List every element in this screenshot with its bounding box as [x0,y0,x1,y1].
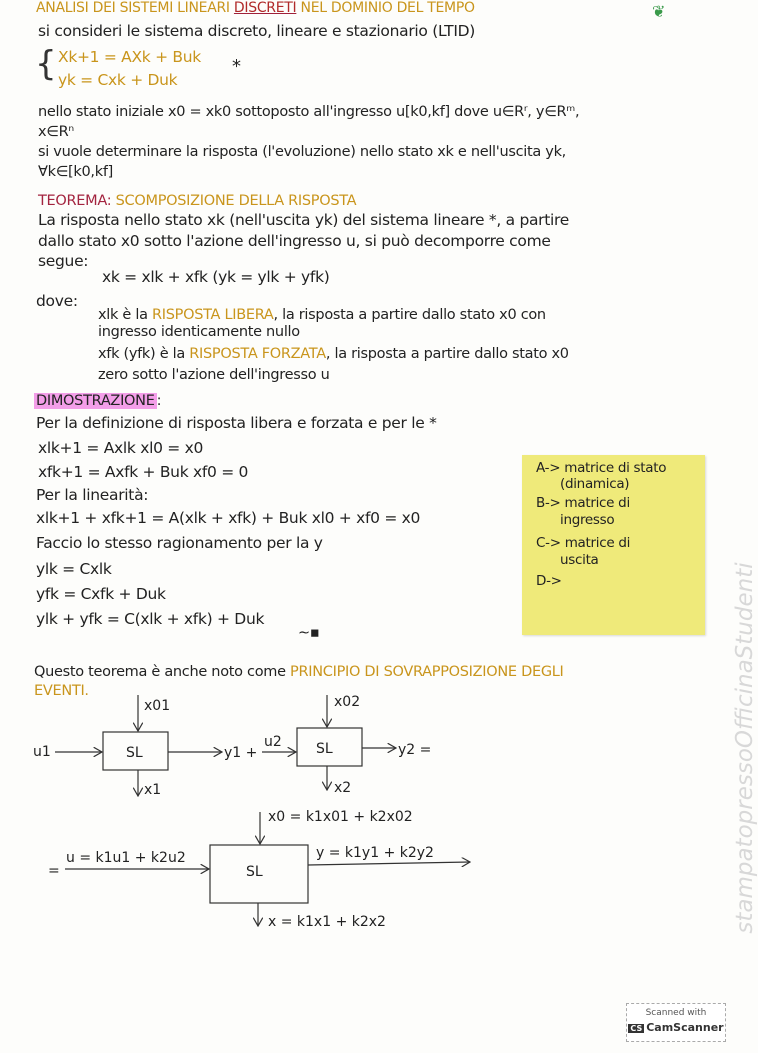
u1-label: u1 [33,744,51,760]
block-label: SL [316,741,333,757]
star-mark: * [232,56,241,77]
superposition-term: PRINCIPIO DI SOVRAPPOSIZIONE DEGLI [290,664,564,680]
combined-x0-label: x0 = k1x01 + k2x02 [268,809,413,825]
proof-end-mark: ∼▪ [298,625,320,641]
proof-colon: : [156,393,162,409]
superposition-line [34,664,564,680]
x01-label: x01 [144,698,171,714]
title-part2: NEL DOMINIO DEL TEMPO [300,0,475,16]
superposition-term2: EVENTI. [34,683,89,699]
proof-label: DIMOSTRAZIONE [36,393,155,409]
dove-label: dove: [36,292,78,310]
theorem-line2: dallo stato x0 sotto l'azione dell'ingresso u, si può decomporre come [38,232,551,250]
proof-line: Per la definizione di risposta libera e forzata e per le * [36,414,437,432]
proof-line: Per la linearità: [36,486,149,504]
intro-line3: x∈Rⁿ [38,124,74,140]
brace: { [35,44,57,84]
y1-label: y1 + [224,745,258,761]
block-label: SL [126,745,143,761]
theorem-line1: La risposta nello stato xk (nell'uscita yk) del sistema lineare *, a partire [38,211,570,229]
sticky-line: C-> matrice di [536,535,631,551]
free-pre: xlk è la [98,307,148,323]
scanner-brand [627,1021,725,1034]
theorem-heading [38,193,356,209]
sticky-line: B-> matrice di [536,495,630,511]
free-post: , la risposta a partire dallo stato x0 con [273,307,546,323]
x02-label: x02 [334,694,361,710]
proof-line: ylk + yfk = C(xlk + xfk) + Duk [36,610,265,628]
u2-label: u2 [264,734,282,750]
theorem-name: SCOMPOSIZIONE DELLA RISPOSTA [115,193,357,209]
output-equation: yk = Cxk + Duk [58,71,178,89]
sticky-line: ingresso [560,512,615,528]
leaf-icon: ❦ [652,2,666,21]
free-response-line [98,307,546,323]
theorem-label: TEOREMA: [38,193,112,209]
proof-line: xlk+1 = Axlk xl0 = x0 [38,439,204,457]
theorem-equation: xk = xlk + xfk (yk = ylk + yfk) [102,268,330,286]
x1-label: x1 [144,782,162,798]
proof-line: xlk+1 + xfk+1 = A(xlk + xfk) + Buk xl0 + xf0 = x0 [36,509,421,527]
proof-line: Faccio lo stesso ragionamento per la y [36,534,323,552]
title-highlight: DISCRETI [233,0,297,16]
sticky-line: (dinamica) [560,476,630,492]
sticky-line: uscita [560,552,599,568]
combined-y-label: y = k1y1 + k2y2 [316,845,434,861]
forced-response-line2: zero sotto l'azione dell'ingresso u [98,367,330,383]
x2-label: x2 [334,780,352,796]
theorem-line3: segue: [38,252,89,270]
free-term: RISPOSTA LIBERA [151,307,274,323]
forced-pre: xfk (yfk) è la [98,346,185,362]
camscanner-logo-icon: CS [630,1024,643,1033]
sticky-note [522,455,705,635]
watermark: stampatopressoOfficinaStudenti [732,562,758,934]
sticky-line: D-> [536,573,562,589]
scanner-caption: Scanned with [645,1008,707,1018]
combined-u-label: u = k1u1 + k2u2 [66,850,186,866]
proof-heading [34,393,161,409]
title-part1: ANALISI DEI SISTEMI LINEARI [36,0,230,16]
superposition-pre: Questo teorema è anche noto come [34,664,286,680]
scanner-name: CamScanner [646,1021,724,1034]
free-response-line2: ingresso identicamente nullo [98,324,300,340]
intro-line5: ∀k∈[k0,kf] [38,164,113,180]
block-label: SL [246,864,263,880]
equals-sign: = [48,863,60,879]
camscanner-badge [626,1003,726,1042]
forced-response-line [98,346,569,362]
proof-line: yfk = Cxfk + Duk [36,585,166,603]
y2-label: y2 = [398,742,432,758]
page-title [36,0,475,16]
intro-line1: si consideri le sistema discreto, lineare e stazionario (LTID) [38,22,475,40]
proof-line: ylk = Cxlk [36,560,112,578]
forced-term: RISPOSTA FORZATA [189,346,326,362]
block-diagram [0,690,520,940]
proof-line: xfk+1 = Axfk + Buk xf0 = 0 [38,463,249,481]
combined-x-label: x = k1x1 + k2x2 [268,914,386,930]
intro-line2: nello stato iniziale x0 = xk0 sottoposto all'ingresso u[k0,kf] dove u∈Rʳ, y∈Rᵐ, [38,104,580,120]
sticky-line: A-> matrice di stato [536,460,667,476]
intro-line4: si vuole determinare la risposta (l'evoluzione) nello stato xk e nell'uscita yk, [38,144,566,160]
forced-post: , la risposta a partire dallo stato x0 [325,346,569,362]
state-equation: Xk+1 = AXk + Buk [58,48,201,66]
